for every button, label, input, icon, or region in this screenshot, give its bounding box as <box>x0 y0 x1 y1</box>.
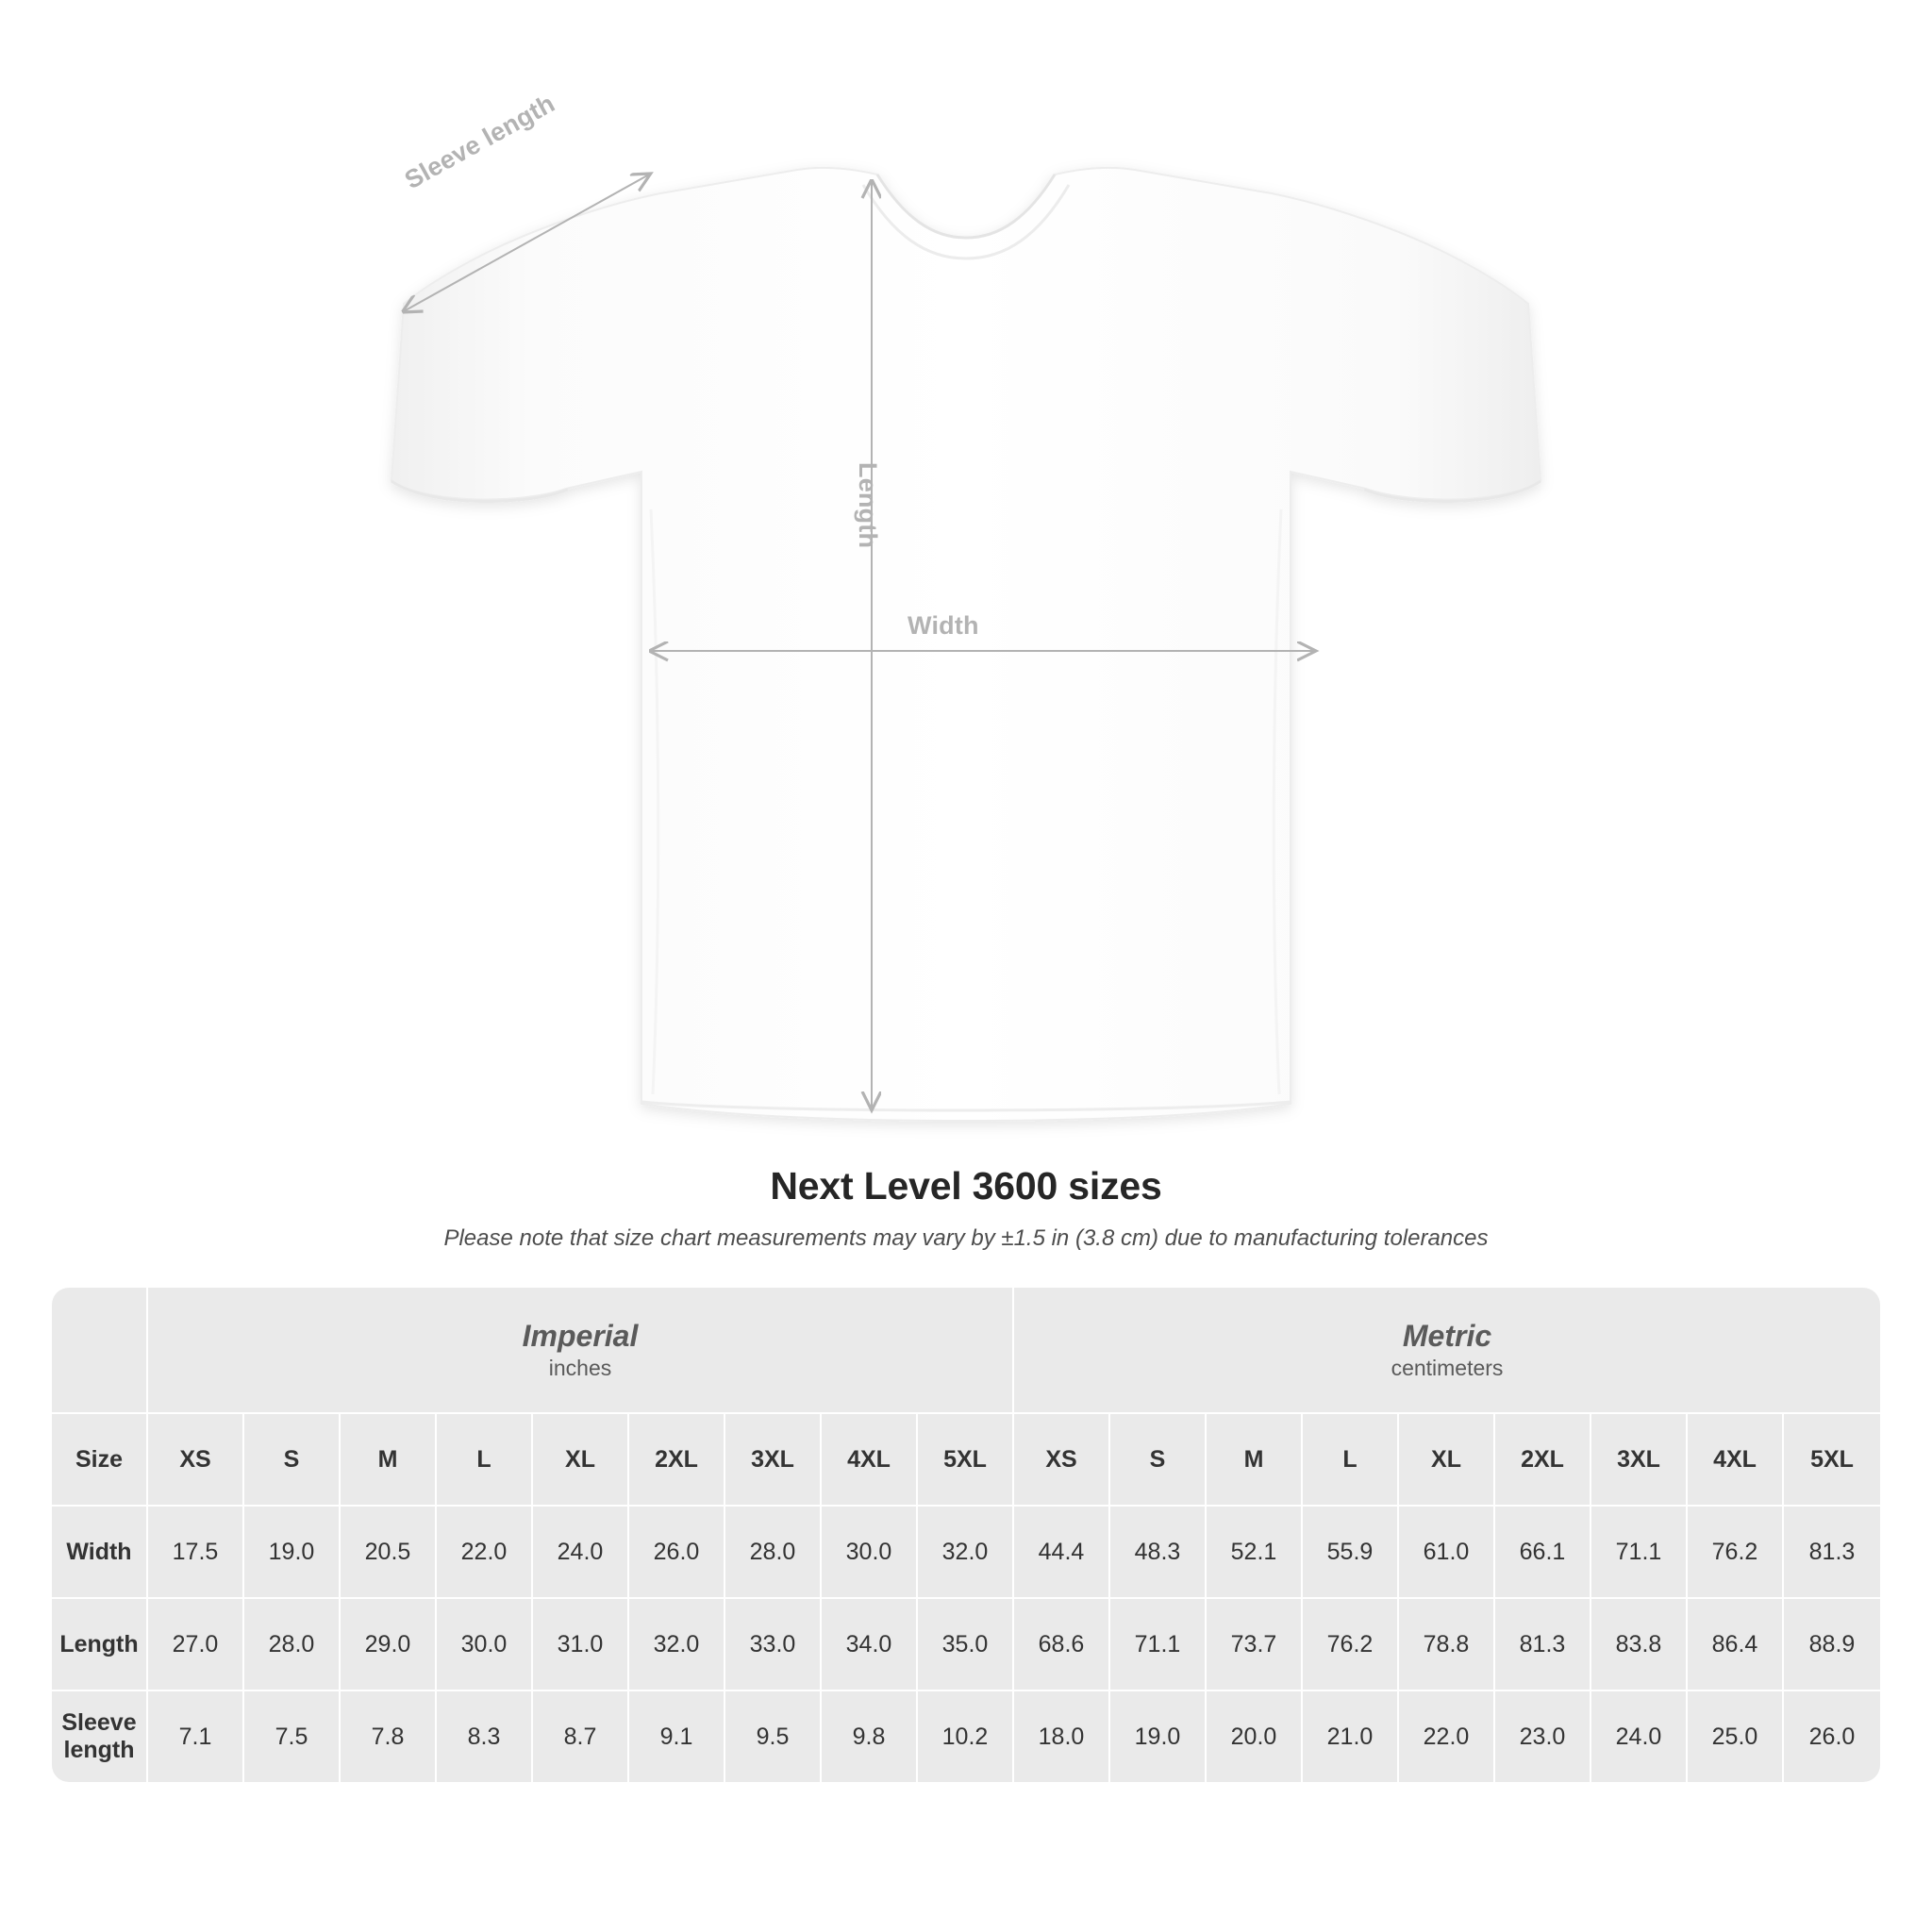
cell-width-8: 32.0 <box>918 1507 1014 1599</box>
cell-sleeve-0: 7.1 <box>148 1691 244 1782</box>
size-table-wrap <box>52 1288 1880 1782</box>
cell-width-3: 22.0 <box>437 1507 533 1599</box>
system-metric <box>1014 1288 1880 1414</box>
cell-width-9: 44.4 <box>1014 1507 1110 1599</box>
size-col-11: M <box>1207 1414 1303 1507</box>
cell-width-2: 20.5 <box>341 1507 437 1599</box>
size-col-15: 3XL <box>1591 1414 1688 1507</box>
row-label-length: Length <box>52 1599 148 1691</box>
page-title: Next Level 3600 sizes <box>770 1164 1162 1208</box>
tolerance-note: Please note that size chart measurements may vary by ±1.5 in (3.8 cm) due to manufacturing tolerances <box>443 1225 1489 1251</box>
cell-length-5: 32.0 <box>629 1599 725 1691</box>
size-col-2: M <box>341 1414 437 1507</box>
cell-length-8: 35.0 <box>918 1599 1014 1691</box>
cell-sleeve-3: 8.3 <box>437 1691 533 1782</box>
system-corner-cell <box>52 1288 148 1414</box>
cell-length-3: 30.0 <box>437 1599 533 1691</box>
cell-sleeve-2: 7.8 <box>341 1691 437 1782</box>
cell-sleeve-4: 8.7 <box>533 1691 629 1782</box>
cell-length-17: 88.9 <box>1784 1599 1880 1691</box>
size-col-5: 2XL <box>629 1414 725 1507</box>
cell-length-16: 86.4 <box>1688 1599 1784 1691</box>
cell-width-1: 19.0 <box>244 1507 341 1599</box>
size-col-6: 3XL <box>725 1414 822 1507</box>
system-imperial <box>148 1288 1014 1414</box>
cell-sleeve-17: 26.0 <box>1784 1691 1880 1782</box>
cell-width-16: 76.2 <box>1688 1507 1784 1599</box>
cell-sleeve-9: 18.0 <box>1014 1691 1110 1782</box>
size-col-7: 4XL <box>822 1414 918 1507</box>
size-col-14: 2XL <box>1495 1414 1591 1507</box>
cell-length-11: 73.7 <box>1207 1599 1303 1691</box>
cell-width-12: 55.9 <box>1303 1507 1399 1599</box>
cell-length-4: 31.0 <box>533 1599 629 1691</box>
size-col-9: XS <box>1014 1414 1110 1507</box>
size-table <box>52 1288 1880 1782</box>
tshirt-shape <box>391 168 1541 1121</box>
cell-width-13: 61.0 <box>1399 1507 1495 1599</box>
cell-length-7: 34.0 <box>822 1599 918 1691</box>
cell-width-5: 26.0 <box>629 1507 725 1599</box>
size-col-16: 4XL <box>1688 1414 1784 1507</box>
cell-length-12: 76.2 <box>1303 1599 1399 1691</box>
system-metric-name: Metric <box>1402 1319 1492 1354</box>
table-row <box>52 1691 1880 1782</box>
size-label-cell: Size <box>52 1414 148 1507</box>
size-col-1: S <box>244 1414 341 1507</box>
system-metric-unit: centimeters <box>1391 1356 1504 1381</box>
cell-sleeve-16: 25.0 <box>1688 1691 1784 1782</box>
cell-width-10: 48.3 <box>1110 1507 1207 1599</box>
cell-width-0: 17.5 <box>148 1507 244 1599</box>
cell-sleeve-5: 9.1 <box>629 1691 725 1782</box>
cell-width-15: 71.1 <box>1591 1507 1688 1599</box>
cell-sleeve-12: 21.0 <box>1303 1691 1399 1782</box>
cell-width-11: 52.1 <box>1207 1507 1303 1599</box>
cell-length-6: 33.0 <box>725 1599 822 1691</box>
table-row <box>52 1599 1880 1691</box>
size-col-17: 5XL <box>1784 1414 1880 1507</box>
length-annotation: Length <box>854 462 882 549</box>
cell-width-6: 28.0 <box>725 1507 822 1599</box>
cell-length-13: 78.8 <box>1399 1599 1495 1691</box>
cell-width-4: 24.0 <box>533 1507 629 1599</box>
cell-length-9: 68.6 <box>1014 1599 1110 1691</box>
cell-length-15: 83.8 <box>1591 1599 1688 1691</box>
system-header-row <box>52 1288 1880 1414</box>
width-annotation: Width <box>908 611 979 640</box>
cell-width-17: 81.3 <box>1784 1507 1880 1599</box>
cell-length-10: 71.1 <box>1110 1599 1207 1691</box>
system-imperial-name: Imperial <box>522 1319 639 1354</box>
cell-sleeve-14: 23.0 <box>1495 1691 1591 1782</box>
system-imperial-unit: inches <box>548 1356 612 1381</box>
size-col-3: L <box>437 1414 533 1507</box>
cell-length-2: 29.0 <box>341 1599 437 1691</box>
cell-sleeve-15: 24.0 <box>1591 1691 1688 1782</box>
cell-length-1: 28.0 <box>244 1599 341 1691</box>
size-col-8: 5XL <box>918 1414 1014 1507</box>
size-col-0: XS <box>148 1414 244 1507</box>
cell-width-14: 66.1 <box>1495 1507 1591 1599</box>
row-label-sleeve-length: Sleeve length <box>52 1691 148 1782</box>
title-block <box>0 1164 1932 1252</box>
sleeve-length-annotation: Sleeve length <box>400 89 560 195</box>
cell-sleeve-1: 7.5 <box>244 1691 341 1782</box>
cell-sleeve-8: 10.2 <box>918 1691 1014 1782</box>
cell-length-14: 81.3 <box>1495 1599 1591 1691</box>
size-col-4: XL <box>533 1414 629 1507</box>
size-col-13: XL <box>1399 1414 1495 1507</box>
size-col-12: L <box>1303 1414 1399 1507</box>
size-col-10: S <box>1110 1414 1207 1507</box>
size-header-row <box>52 1414 1880 1507</box>
table-row <box>52 1507 1880 1599</box>
cell-sleeve-6: 9.5 <box>725 1691 822 1782</box>
row-label-width: Width <box>52 1507 148 1599</box>
cell-width-7: 30.0 <box>822 1507 918 1599</box>
cell-sleeve-10: 19.0 <box>1110 1691 1207 1782</box>
cell-length-0: 27.0 <box>148 1599 244 1691</box>
cell-sleeve-7: 9.8 <box>822 1691 918 1782</box>
cell-sleeve-13: 22.0 <box>1399 1691 1495 1782</box>
cell-sleeve-11: 20.0 <box>1207 1691 1303 1782</box>
